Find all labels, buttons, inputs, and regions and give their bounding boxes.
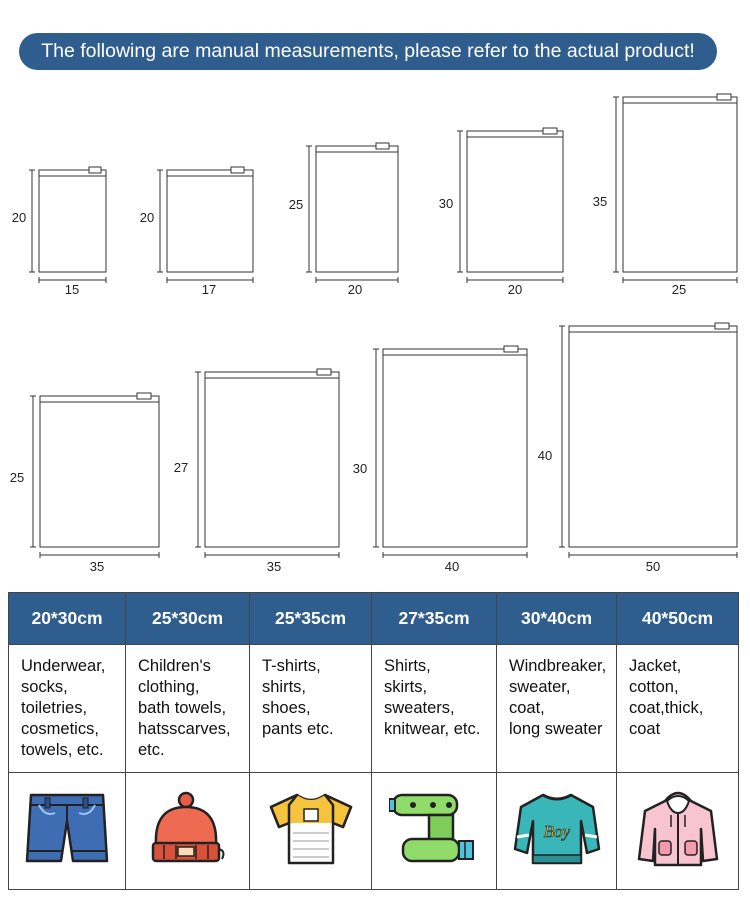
bag-diagram	[140, 167, 253, 297]
usage-text: Underwear, socks, toiletries, cosmetics, towels, etc.	[21, 657, 106, 759]
size-usage-table	[8, 592, 739, 890]
size-header: 20*30cm	[9, 593, 126, 645]
bag-width-label: 20	[507, 282, 523, 297]
bag-diagram	[593, 94, 737, 297]
beanie-hat-icon	[148, 854, 228, 871]
bag-width-label: 35	[266, 559, 282, 574]
jeans-shorts-icon	[25, 854, 109, 871]
bag-diagram	[10, 393, 159, 574]
bag-diagram	[439, 128, 563, 297]
t-shirt-icon	[267, 854, 355, 871]
bag-diagram	[289, 143, 398, 297]
bag-diagram	[538, 323, 737, 574]
bag-height-label: 30	[352, 461, 368, 476]
scarf-icon	[389, 854, 479, 871]
bag-height-label: 25	[288, 197, 304, 212]
bag-width-label: 15	[64, 282, 80, 297]
size-header: 27*35cm	[372, 593, 497, 645]
bag-height-label: 35	[592, 194, 608, 209]
usage-text: Windbreaker, sweater, coat, long sweater	[509, 657, 607, 738]
boy-sweater-icon	[513, 821, 601, 871]
bag-width-label: 50	[645, 559, 661, 574]
size-header: 25*30cm	[126, 593, 250, 645]
notice-banner: The following are manual measurements, please refer to the actual product!	[19, 33, 717, 70]
bag-height-label: 20	[139, 210, 155, 225]
usage-text: Shirts, skirts, sweaters, knitwear, etc.	[384, 657, 481, 738]
usage-text: Children's clothing, bath towels, hatsscarves, etc.	[138, 657, 231, 759]
bag-width-label: 35	[89, 559, 105, 574]
bag-height-label: 25	[9, 470, 25, 485]
svg-text:Boy: Boy	[543, 821, 570, 841]
bag-height-label: 20	[11, 210, 27, 225]
bag-width-label: 25	[671, 282, 687, 297]
hooded-jacket-icon	[635, 856, 721, 873]
size-header: 30*40cm	[497, 593, 617, 645]
bag-diagram	[12, 167, 106, 297]
bag-width-label: 40	[444, 559, 460, 574]
usage-row	[9, 645, 739, 773]
bag-height-label: 30	[438, 196, 454, 211]
bag-diagram	[174, 369, 339, 574]
size-header: 40*50cm	[617, 593, 739, 645]
size-header: 25*35cm	[250, 593, 372, 645]
bag-width-label: 17	[201, 282, 217, 297]
bag-diagram	[353, 346, 527, 574]
usage-text: Jacket, cotton, coat,thick, coat	[629, 657, 704, 738]
usage-text: T-shirts, shirts, shoes, pants etc.	[262, 657, 334, 738]
bag-height-label: 27	[173, 460, 189, 475]
size-header-row	[9, 593, 739, 645]
icon-row	[9, 773, 739, 890]
bag-width-label: 20	[347, 282, 363, 297]
bag-height-label: 40	[537, 448, 553, 463]
